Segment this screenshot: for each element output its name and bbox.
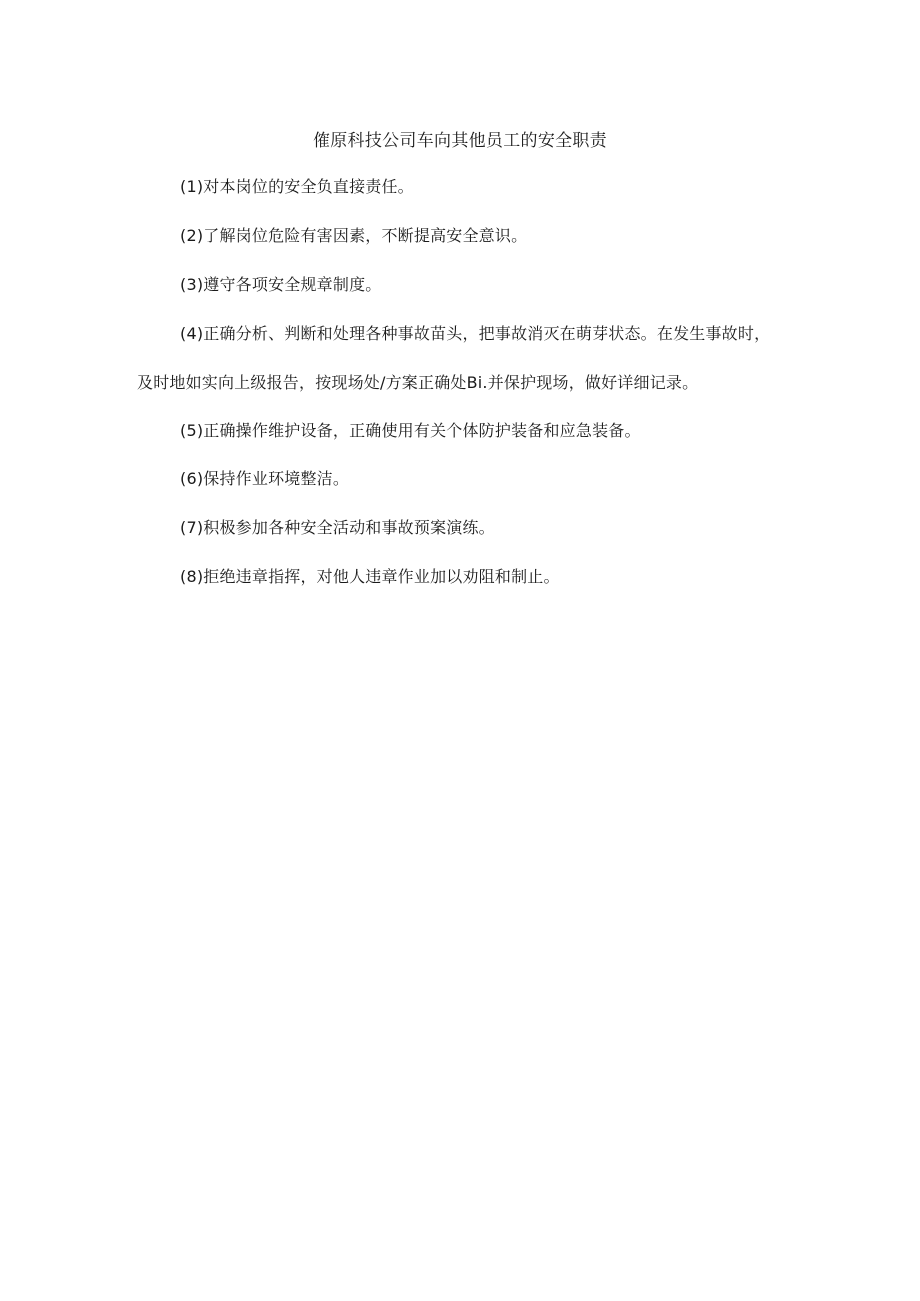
document-title: 傕原科技公司车向其他员工的安全职责 bbox=[312, 131, 608, 151]
duty-item-6: (6)保持作业环境整洁。 bbox=[180, 469, 350, 488]
duty-item-8: (8)拒绝违章指挥，对他人违章作业加以劝阻和制止。 bbox=[180, 567, 560, 586]
duty-item-5: (5)正确操作维护设备，正确使用有关个体防护装备和应急装备。 bbox=[180, 421, 641, 440]
duty-item-4-continuation: 及时地如实向上级报告，按现场处/方案正确处Bi.并保护现场，做好详细记录。 bbox=[137, 373, 699, 392]
duty-item-4: (4)正确分析、判断和处理各种事故苗头，把事故消灭在萌芽状态。在发生事故时， bbox=[180, 324, 771, 343]
duty-item-3: (3)遵守各项安全规章制度。 bbox=[180, 275, 382, 294]
duty-item-2: (2)了解岗位危险有害因素，不断提高安全意识。 bbox=[180, 226, 528, 245]
duty-item-7: (7)积极参加各种安全活动和事故预案演练。 bbox=[180, 518, 495, 537]
duty-item-1: (1)对本岗位的安全负直接责任。 bbox=[180, 177, 414, 196]
